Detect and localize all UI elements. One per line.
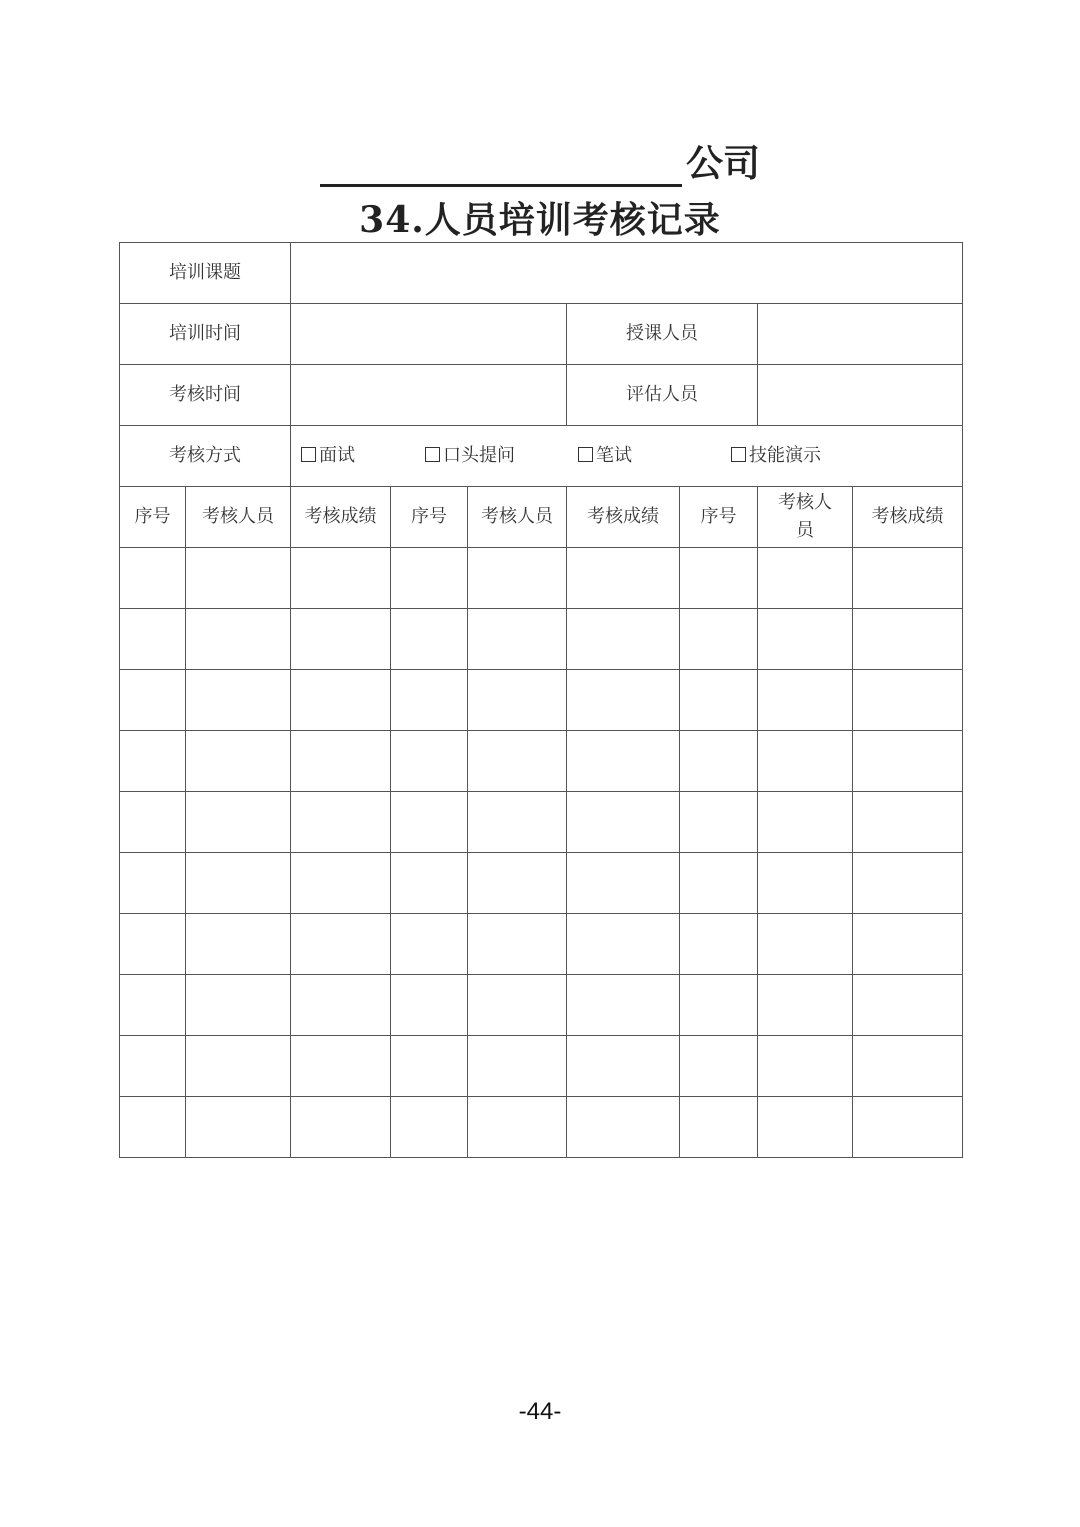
entry-row [120, 670, 963, 731]
training-record-table [119, 242, 963, 1158]
entry-cell[interactable] [758, 670, 853, 731]
entry-cell[interactable] [680, 609, 758, 670]
entry-cell[interactable] [567, 853, 680, 914]
entry-cell[interactable] [758, 731, 853, 792]
entry-cell[interactable] [758, 609, 853, 670]
column-header-examinee: 考核人员 [468, 487, 567, 548]
entry-cell[interactable] [680, 1036, 758, 1097]
column-header-serial: 序号 [120, 487, 186, 548]
entry-cell[interactable] [567, 731, 680, 792]
entry-cell[interactable] [391, 609, 468, 670]
entry-cell[interactable] [567, 1036, 680, 1097]
entry-cell[interactable] [758, 1036, 853, 1097]
entry-cell[interactable] [567, 975, 680, 1036]
training-time-label: 培训时间 [120, 304, 291, 365]
column-header-examinee: 考核人员 [186, 487, 291, 548]
entry-cell[interactable] [391, 548, 468, 609]
entry-cell[interactable] [391, 1097, 468, 1158]
company-suffix: 公司 [686, 141, 760, 185]
entry-cell[interactable] [291, 609, 391, 670]
page-number: -44- [518, 1398, 562, 1425]
entry-cell[interactable] [680, 914, 758, 975]
entry-row [120, 609, 963, 670]
entry-cell[interactable] [291, 792, 391, 853]
entry-cell[interactable] [567, 670, 680, 731]
entry-cell[interactable] [680, 670, 758, 731]
entry-cell[interactable] [758, 1097, 853, 1158]
method-option-skill[interactable] [731, 442, 821, 470]
column-header-score: 考核成绩 [853, 487, 963, 548]
entry-row [120, 1036, 963, 1097]
entry-cell[interactable] [186, 1097, 291, 1158]
entry-cell[interactable] [853, 609, 963, 670]
entry-cell[interactable] [186, 1036, 291, 1097]
entry-cell[interactable] [186, 670, 291, 731]
entry-cell[interactable] [853, 1036, 963, 1097]
evaluator-label: 评估人员 [567, 365, 758, 426]
entry-cell[interactable] [391, 670, 468, 731]
entry-row [120, 731, 963, 792]
method-option-written[interactable] [578, 442, 632, 470]
method-option-label: 面试 [319, 445, 355, 466]
column-header-score: 考核成绩 [291, 487, 391, 548]
entry-cell[interactable] [468, 670, 567, 731]
entry-rows [120, 548, 963, 1158]
checkbox-icon [731, 447, 746, 462]
company-name-line [0, 133, 1080, 187]
entry-cell[interactable] [758, 914, 853, 975]
entry-cell[interactable] [468, 975, 567, 1036]
entry-cell[interactable] [291, 548, 391, 609]
entry-cell[interactable] [758, 975, 853, 1036]
entry-cell[interactable] [680, 1097, 758, 1158]
entry-cell[interactable] [853, 853, 963, 914]
method-option-oral[interactable] [425, 442, 515, 470]
assessment-time-label: 考核时间 [120, 365, 291, 426]
entry-cell[interactable] [391, 853, 468, 914]
entry-cell[interactable] [853, 670, 963, 731]
entry-cell[interactable] [680, 792, 758, 853]
entry-cell[interactable] [120, 853, 186, 914]
method-options [291, 426, 963, 487]
entry-cell[interactable] [120, 1036, 186, 1097]
method-option-interview[interactable] [301, 442, 355, 470]
training-time-row [120, 304, 963, 365]
entry-cell[interactable] [291, 853, 391, 914]
entry-cell[interactable] [120, 975, 186, 1036]
entry-cell[interactable] [567, 1097, 680, 1158]
entry-cell[interactable] [291, 975, 391, 1036]
entry-cell[interactable] [853, 548, 963, 609]
entry-cell[interactable] [468, 914, 567, 975]
entry-cell[interactable] [391, 975, 468, 1036]
entry-cell[interactable] [468, 731, 567, 792]
entry-cell[interactable] [186, 792, 291, 853]
entry-cell[interactable] [853, 914, 963, 975]
entry-cell[interactable] [680, 548, 758, 609]
column-header-examinee: 考核人员 [758, 487, 853, 548]
entry-cell[interactable] [186, 609, 291, 670]
entry-cell[interactable] [120, 548, 186, 609]
checkbox-icon [301, 447, 316, 462]
instructor-label: 授课人员 [567, 304, 758, 365]
column-header-serial: 序号 [680, 487, 758, 548]
entry-cell[interactable] [468, 792, 567, 853]
entry-cell[interactable] [468, 1036, 567, 1097]
instructor-field[interactable] [758, 304, 963, 365]
entry-cell[interactable] [120, 609, 186, 670]
entry-cell[interactable] [680, 853, 758, 914]
entry-cell[interactable] [758, 853, 853, 914]
entry-cell[interactable] [853, 731, 963, 792]
column-header-serial: 序号 [391, 487, 468, 548]
entry-row [120, 548, 963, 609]
entry-cell[interactable] [567, 914, 680, 975]
column-header-score: 考核成绩 [567, 487, 680, 548]
topic-label: 培训课题 [120, 243, 291, 304]
entry-cell[interactable] [680, 731, 758, 792]
company-name-blank[interactable] [320, 148, 682, 187]
entry-cell[interactable] [120, 670, 186, 731]
entry-cell[interactable] [186, 853, 291, 914]
entry-cell[interactable] [853, 792, 963, 853]
entry-cell[interactable] [186, 731, 291, 792]
topic-row [120, 243, 963, 304]
entry-cell[interactable] [291, 731, 391, 792]
entry-cell[interactable] [391, 914, 468, 975]
entry-cell[interactable] [291, 1097, 391, 1158]
entry-cell[interactable] [468, 1097, 567, 1158]
method-option-label: 口头提问 [443, 445, 515, 466]
entry-cell[interactable] [468, 853, 567, 914]
entry-cell[interactable] [567, 609, 680, 670]
entry-cell[interactable] [120, 792, 186, 853]
entry-row [120, 853, 963, 914]
method-option-label: 笔试 [596, 445, 632, 466]
entry-cell[interactable] [291, 914, 391, 975]
entry-cell[interactable] [186, 975, 291, 1036]
method-option-label: 技能演示 [749, 445, 821, 466]
checkbox-icon [425, 447, 440, 462]
entry-row [120, 1097, 963, 1158]
entry-row [120, 914, 963, 975]
entry-cell[interactable] [468, 609, 567, 670]
entry-cell[interactable] [758, 792, 853, 853]
entry-row [120, 975, 963, 1036]
entry-cell[interactable] [853, 1097, 963, 1158]
assessment-time-row [120, 365, 963, 426]
entry-cell[interactable] [758, 548, 853, 609]
topic-field[interactable] [291, 243, 963, 304]
entry-cell[interactable] [468, 548, 567, 609]
column-header-row [120, 487, 963, 548]
entry-row [120, 792, 963, 853]
entry-cell[interactable] [186, 548, 291, 609]
entry-cell[interactable] [853, 975, 963, 1036]
entry-cell[interactable] [120, 731, 186, 792]
checkbox-icon [578, 447, 593, 462]
entry-cell[interactable] [291, 670, 391, 731]
method-row [120, 426, 963, 487]
entry-cell[interactable] [120, 1097, 186, 1158]
training-time-field[interactable] [291, 304, 567, 365]
method-label: 考核方式 [120, 426, 291, 487]
entry-cell[interactable] [120, 914, 186, 975]
page-title: 34.人员培训考核记录 [359, 199, 721, 241]
entry-cell[interactable] [567, 548, 680, 609]
assessment-time-field[interactable] [291, 365, 567, 426]
entry-cell[interactable] [680, 975, 758, 1036]
entry-cell[interactable] [391, 731, 468, 792]
entry-cell[interactable] [567, 792, 680, 853]
evaluator-field[interactable] [758, 365, 963, 426]
entry-cell[interactable] [391, 792, 468, 853]
entry-cell[interactable] [291, 1036, 391, 1097]
entry-cell[interactable] [391, 1036, 468, 1097]
entry-cell[interactable] [186, 914, 291, 975]
